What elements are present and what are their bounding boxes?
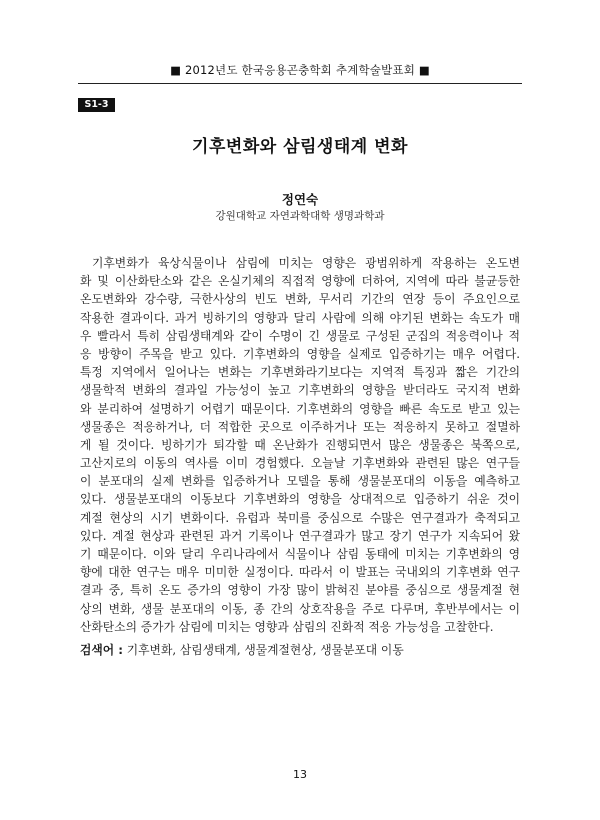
abstract-line: 화 및 이산화탄소와 같은 온실기체의 직접적 영향에 더하여, 지역에 따라 불균등한 [80,274,520,289]
abstract-line: 특정 지역에서 일어나는 변화는 기후변화라기보다는 지역적 특징과 짧은 기간의 [80,365,520,380]
abstract-line: 상의 변화, 생물 분포대의 이동, 종 간의 상호작용을 주로 다루며, 후반부에서는 이 [80,601,520,616]
abstract-line: 계절 현상의 시기 변화이다. 유럽과 북미를 중심으로 수많은 연구결과가 축적되고 [80,510,520,525]
abstract-line: 생물학적 변화의 결과일 가능성이 높고 기후변화의 영향을 받더라도 국지적 변화 [80,383,520,398]
abstract-line: 향에 대한 연구는 매우 미미한 실정이다. 따라서 이 발표는 국내외의 기후변화 연구 [80,565,520,580]
abstract-line: 있다. 생물분포대의 이동보다 기후변화의 영향을 상대적으로 입증하기 쉬운 것이 [80,492,520,507]
abstract-line: 게 될 것이다. 빙하기가 퇴각할 때 온난화가 진행되면서 많은 생물종은 북쪽으로, [80,437,520,452]
abstract-body [80,254,520,636]
author-name: 정연숙 [281,192,319,207]
session-badge: S1-3 [78,98,115,112]
abstract-line: 와 분리하여 설명하기 어렵기 때문이다. 기후변화의 영향을 빠른 속도로 받고 있는 [80,401,520,416]
abstract-line: 생물종은 적응하거나, 더 적합한 곳으로 이주하거나 또는 적응하지 못하고 절멸하 [80,419,520,434]
abstract-line: 이 분포대의 실제 변화를 입증하거나 모델을 통해 생물분포대의 이동을 예측하고 [80,474,520,489]
author-affiliation: 강원대학교 자연과학대학 생명과학과 [215,210,385,222]
abstract-line: 응 방향이 주목을 받고 있다. 기후변화의 영향을 실제로 입증하기는 매우 어렵다. [80,346,520,361]
abstract-line: 온도변화와 강수량, 극한사상의 빈도 변화, 무서리 기간의 연장 등이 주요인으로 [80,292,520,307]
page-number: 13 [293,768,307,781]
abstract-line: 기후변화가 육상식물이나 삼림에 미치는 영향은 광범위하게 작용하는 온도변 [92,256,520,270]
keywords [80,641,520,658]
running-header: ■ 2012년도 한국응용곤충학회 추계학술발표회 ■ [170,63,430,77]
abstract-line: 산화탄소의 증가가 삼림에 미치는 영향과 삼림의 진화적 적응 가능성을 고찰한다. [80,619,494,634]
abstract-line: 고산지로의 이동의 역사를 이미 경험했다. 오늘날 기후변화와 관련된 많은 연구들 [80,456,520,471]
abstract-line: 있다. 계절 현상과 관련된 과거 기록이나 연구결과가 많고 장기 연구가 지속되어 왔 [80,528,520,543]
abstract-line: 우 빨라서 특히 삼림생태계와 같이 수명이 긴 생물로 구성된 군집의 적응력이나 적 [80,328,520,343]
keywords-text: 기후변화, 삼림생태계, 생물계절현상, 생물분포대 이동 [126,643,404,657]
abstract-line: 결과 중, 특히 온도 증가의 영향이 가장 많이 밝혀진 분야를 중심으로 생물계절 현 [80,583,520,598]
abstract-line: 기 때문이다. 이와 달리 우리나라에서 식물이나 삼림 동태에 미치는 기후변화의 영 [80,547,520,561]
keywords-label: 검색어 : [80,643,124,657]
abstract-line: 작용한 결과이다. 과거 빙하기의 영향과 달리 사람에 의해 야기된 변화는 속도가 매 [80,310,520,325]
paper-title: 기후변화와 삼림생태계 변화 [192,137,408,157]
header-divider [78,83,522,84]
